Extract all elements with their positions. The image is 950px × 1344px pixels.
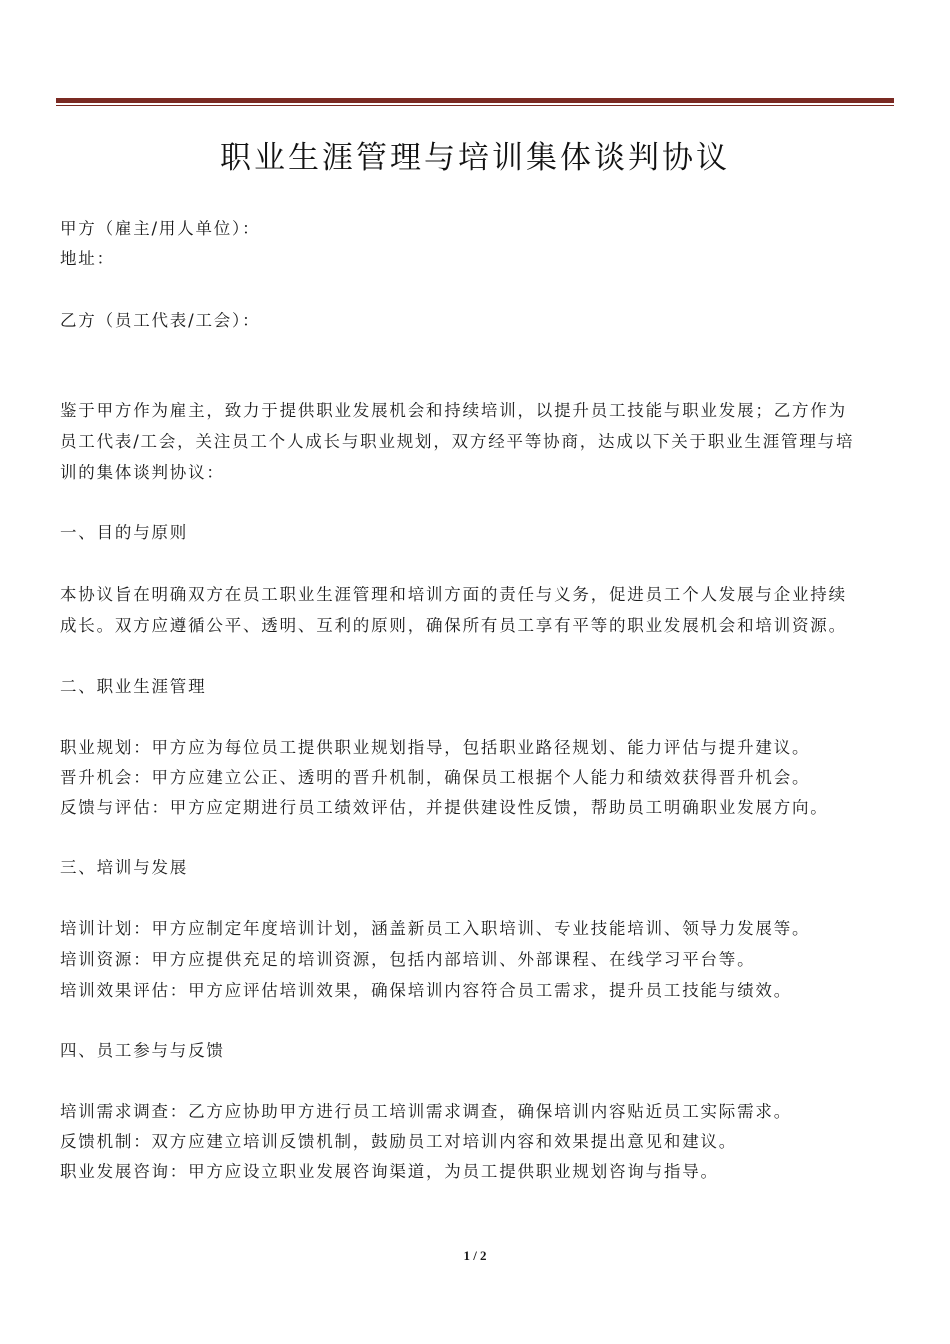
section-line: 培训资源：甲方应提供充足的培训资源，包括内部培训、外部课程、在线学习平台等。: [60, 950, 756, 969]
address-label: 地址：: [60, 249, 115, 268]
section-heading: 四、员工参与与反馈: [60, 1041, 225, 1060]
party-b-label: 乙方（员工代表/工会）：: [60, 311, 261, 330]
header-rule: [56, 98, 894, 106]
section-line: 晋升机会：甲方应建立公正、透明的晋升机制，确保员工根据个人能力和绩效获得晋升机会。: [60, 768, 811, 787]
page-number: 1 / 2: [463, 1248, 487, 1263]
document-title: 职业生涯管理与培训集体谈判协议: [220, 140, 730, 176]
section-line: 职业发展咨询：甲方应设立职业发展咨询渠道，为员工提供职业规划咨询与指导。: [60, 1162, 719, 1181]
preamble-line: 员工代表/工会，关注员工个人成长与职业规划，双方经平等协商，达成以下关于职业生涯管理与培: [60, 432, 855, 451]
section-line: 反馈与评估：甲方应定期进行员工绩效评估，并提供建设性反馈，帮助员工明确职业发展方向。: [60, 798, 829, 817]
section-line: 反馈机制：双方应建立培训反馈机制，鼓励员工对培训内容和效果提出意见和建议。: [60, 1132, 738, 1151]
preamble-line: 鉴于甲方作为雇主，致力于提供职业发展机会和持续培训，以提升员工技能与职业发展；乙方作为: [60, 401, 847, 420]
section-heading: 三、培训与发展: [60, 858, 189, 877]
party-a-label: 甲方（雇主/用人单位）：: [60, 219, 261, 238]
section-line: 培训计划：甲方应制定年度培训计划，涵盖新员工入职培训、专业技能培训、领导力发展等。: [60, 919, 811, 938]
section-line: 职业规划：甲方应为每位员工提供职业规划指导，包括职业路径规划、能力评估与提升建议。: [60, 738, 811, 757]
section-line: 成长。双方应遵循公平、透明、互利的原则，确保所有员工享有平等的职业发展机会和培训资源。: [60, 616, 847, 635]
section-heading: 一、目的与原则: [60, 523, 189, 542]
preamble-line: 训的集体谈判协议：: [60, 463, 225, 482]
section-heading: 二、职业生涯管理: [60, 677, 207, 696]
section-line: 本协议旨在明确双方在员工职业生涯管理和培训方面的责任与义务，促进员工个人发展与企业持续: [60, 585, 847, 604]
section-line: 培训需求调查：乙方应协助甲方进行员工培训需求调查，确保培训内容贴近员工实际需求。: [60, 1102, 792, 1121]
section-line: 培训效果评估：甲方应评估培训效果，确保培训内容符合员工需求，提升员工技能与绩效。: [60, 981, 792, 1000]
